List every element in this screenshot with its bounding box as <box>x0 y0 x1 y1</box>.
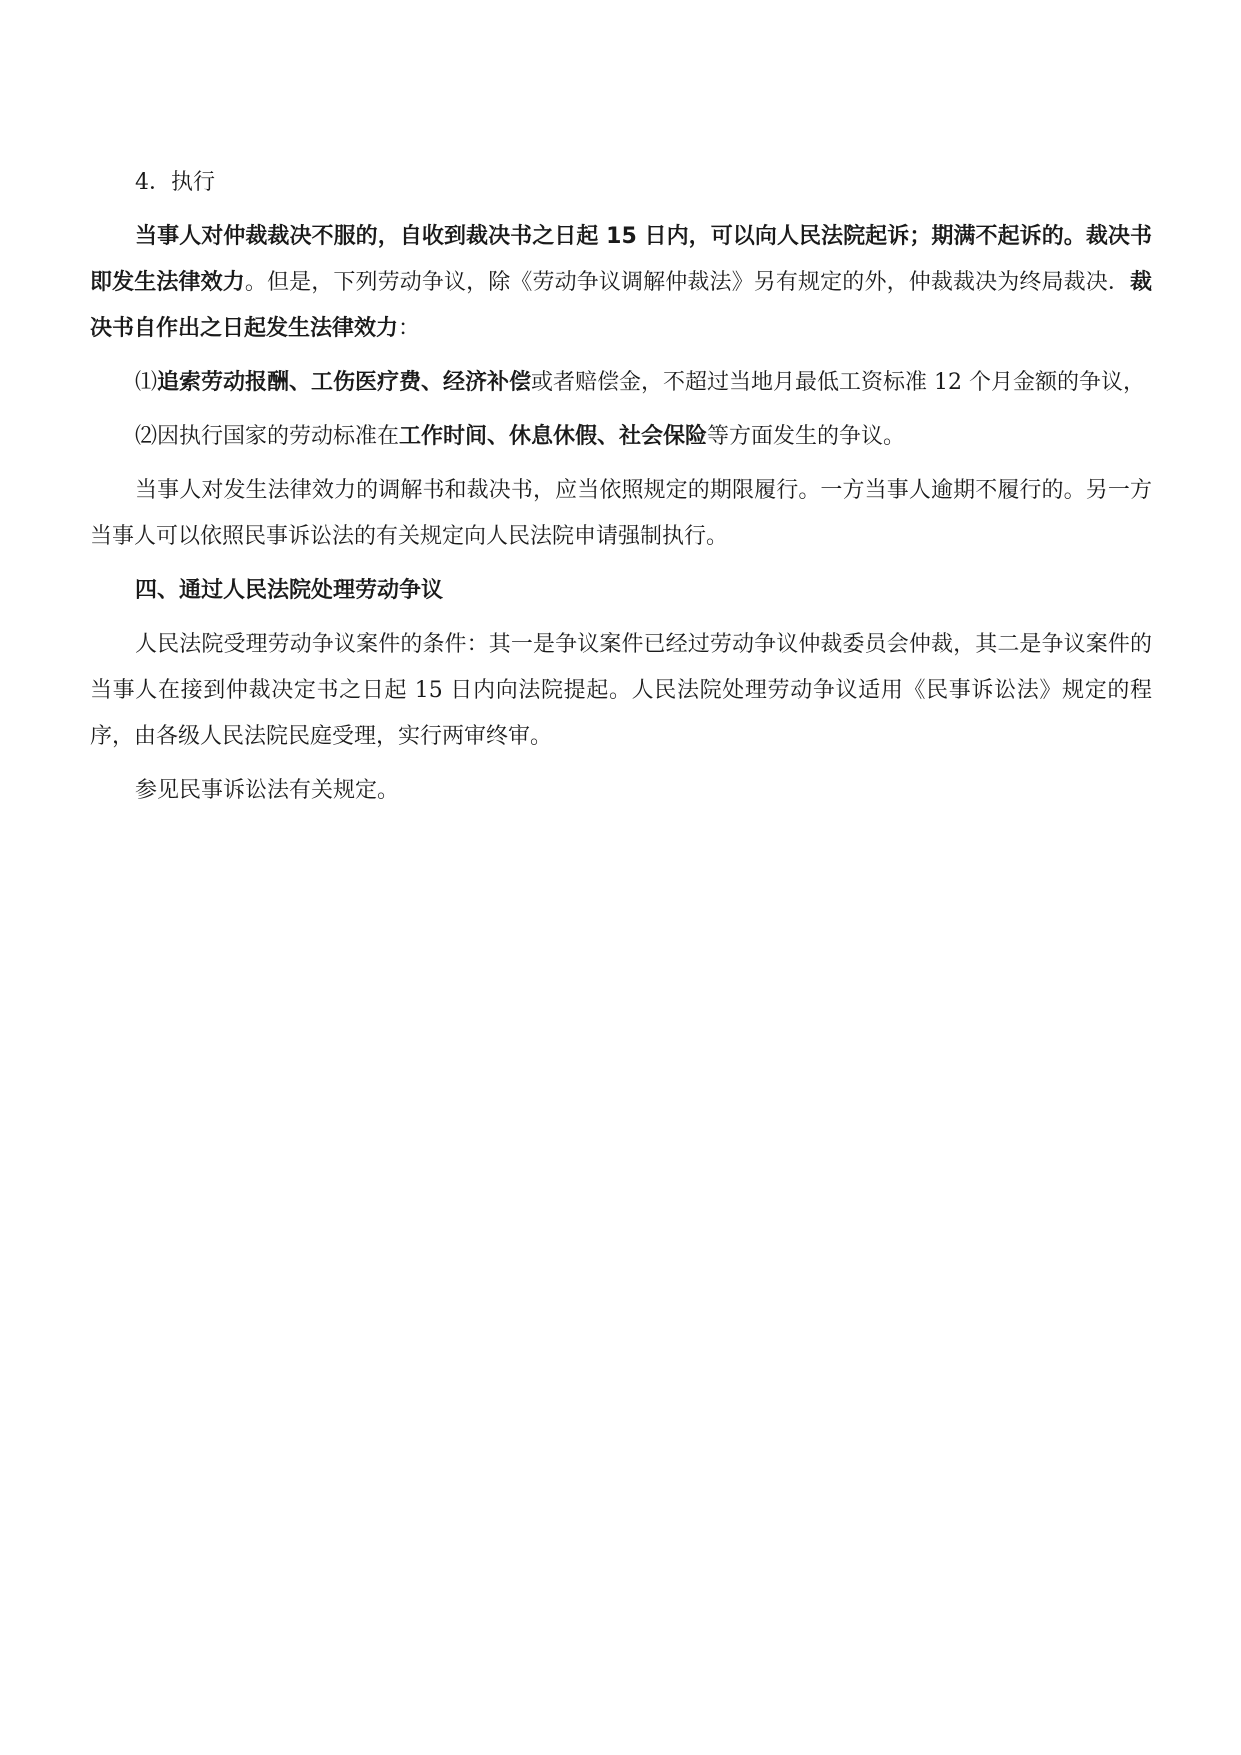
body-text: 当事人对发生法律效力的调解书和裁决书，应当依照规定的期限履行。一方当事人逾期不履行的。另一方当事人可以依照民事诉讼法的有关规定向人民法院申请强制执行。 <box>90 478 1152 549</box>
list-number: ⑴ <box>135 370 158 395</box>
list-item-1 <box>90 360 1152 406</box>
body-text: 因执行国家的劳动标准在 <box>157 424 400 449</box>
body-text: 参见民事诉讼法有关规定。 <box>135 778 400 803</box>
paragraph-enforcement <box>90 468 1152 560</box>
body-text: 等方面发生的争议。 <box>707 424 906 449</box>
list-item-2 <box>90 414 1152 460</box>
bold-text: 当事人对仲裁裁决不服的，自收到裁决书之日起 15 日内，可以向人民法院起诉；期满不起诉的。裁决书即发生法律效力 <box>90 224 1152 295</box>
section-heading-text: 四、通过人民法院处理劳动争议 <box>135 578 444 603</box>
paragraph-reference <box>90 768 1152 814</box>
body-text: 人民法院受理劳动争议案件的条件：其一是争议案件已经过劳动争议仲裁委员会仲裁，其二是争议案件的当事人在接到仲裁决定书之日起 15 日内向法院提起。人民法院处理劳动争议适用《民事诉讼法》规定的程序，由各级人民法院民庭受理，实行两审终审。 <box>90 632 1152 749</box>
bold-text: 裁决书自作出之日起发生法律效力 <box>90 270 1152 341</box>
section-heading-court <box>90 568 1152 614</box>
document-body <box>90 160 1152 822</box>
body-text: ： <box>398 316 421 341</box>
paragraph-award-effect <box>90 214 1152 352</box>
list-number: ⑵ <box>135 424 158 449</box>
bold-text: 追索劳动报酬、工伤医疗费、经济补偿 <box>157 370 532 395</box>
section-heading-text: 4．执行 <box>135 170 215 195</box>
paragraph-court-conditions <box>90 622 1152 760</box>
section-heading-execution <box>90 160 1152 206</box>
body-text: 或者赔偿金，不超过当地月最低工资标准 12 个月金额的争议， <box>531 370 1146 395</box>
body-text: 。但是，下列劳动争议，除《劳动争议调解仲裁法》另有规定的外，仲裁裁决为终局裁决． <box>244 270 1130 295</box>
bold-text: 工作时间、休息休假、社会保险 <box>399 424 708 449</box>
